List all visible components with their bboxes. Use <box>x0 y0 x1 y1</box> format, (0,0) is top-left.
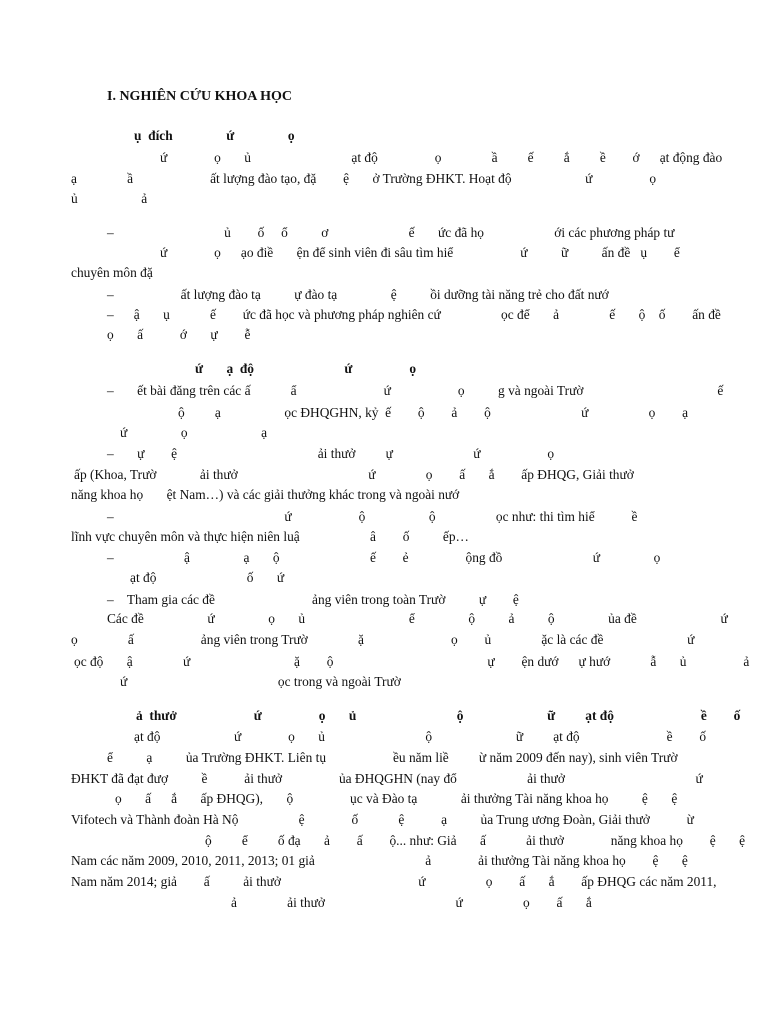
bullet-line: – ủ ố ổ ơ ế ức đã họ ới các phương pháp tư <box>107 225 675 240</box>
text-line: ọ ấ ắ ấp ĐHQG), ộ ục và Đào tạ ải thưởng Tài năng khoa họ ệ ệ <box>115 791 678 806</box>
text-line: Các đề ứ ọ ủ ể ộ ả ộ ủa đề ứ <box>107 611 728 626</box>
bullet-line: – ứ ộ ộ ọc như: thi tìm hiể ề <box>107 509 638 524</box>
subheading-activities: ứ ạ độ ứ ọ <box>195 361 417 376</box>
text-line: Nam năm 2014; giả ấ ải thưở ứ ọ ấ ắ ấp ĐHQG các năm 2011, <box>71 874 717 889</box>
text-line: ộ ể ố đạ ả ấ ộ... như: Giả ấ ải thưở năng khoa họ ệ ệ <box>205 833 746 848</box>
text-line: ộ ạ ọc ĐHQGHN, kỷ ế ộ ả ộ ứ ọ ạ <box>178 405 689 420</box>
bullet-line: – ậ ụ ế ức đã học và phương pháp nghiên cứ ọc để ả ế ộ ố ấn đề <box>107 307 721 322</box>
text-line: ạt độ ứ ọ ủ ộ ữ ạt độ ề ố <box>134 729 707 744</box>
text-line: lĩnh vực chuyên môn và thực hiện niên luậ â ố ếp… <box>71 529 469 544</box>
subheading-awards: ả thưở ứ ọ ủ ộ ữ ạt độ ề ố <box>136 708 741 723</box>
text-line: ả ải thưở ứ ọ ấ ắ <box>231 895 592 910</box>
subheading-purpose: ụ đích ứ ọ <box>134 128 295 143</box>
bullet-line: – ết bài đăng trên các ấ ẩ ứ ọ g và ngoài Trườ ế <box>107 383 724 398</box>
text-line: ứ ọ ạo điề ện để sinh viên đi sâu tìm hiể ứ ữ ấn đề ụ ể <box>160 245 680 260</box>
text-line: năng khoa họ ệt Nam…) và các giải thưởng khác trong và ngoài nướ <box>71 487 460 502</box>
text-line: ứ ọ ạ <box>120 425 268 440</box>
text-line: ĐHKT đã đạt đượ ề ải thưở ủa ĐHQGHN (nay đổ ải thưở ứ <box>71 771 703 786</box>
text-line: Nam các năm 2009, 2010, 2011, 2013; 01 giả ả ải thưởng Tài năng khoa họ ệ ệ <box>71 853 688 868</box>
text-line: ạt độ ố ứ <box>130 570 285 585</box>
bullet-line: – Tham gia các đề ảng viên trong toàn Trườ ự ệ <box>107 592 519 607</box>
text-line: ủ ả <box>71 191 148 206</box>
text-line: ấp (Khoa, Trườ ải thưở ứ ọ ấ ắ ấp ĐHQG, Giải thưở <box>74 467 634 482</box>
text-line: ứ ọc trong và ngoài Trườ <box>120 674 401 689</box>
text-line: ọ ấ ớ ự ễ <box>107 327 251 342</box>
bullet-line: – ất lượng đào tạ ự đào tạ ệ ồi dưỡng tài năng trẻ cho đất nướ <box>107 287 609 302</box>
text-line: chuyên môn đặ <box>71 265 153 280</box>
text-line: ứ ọ ủ ạt độ ọ ầ ế ắ ề ớ ạt động đào <box>160 150 723 165</box>
bullet-line: – ự ệ ải thưở ự ứ ọ <box>107 446 555 461</box>
text-line: Vifotech và Thành đoàn Hà Nộ ệ ố ệ ạ ủa Trung ương Đoàn, Giải thưở ừ <box>71 812 694 827</box>
section-heading: I. NGHIÊN CỨU KHOA HỌC <box>107 89 292 104</box>
text-line: ể ạ ủa Trường ĐHKT. Liên tụ ều năm liề ừ năm 2009 đến nay), sinh viên Trườ <box>107 750 678 765</box>
text-line: ạ ầ ất lượng đào tạo, đặ ệ ở Trường ĐHKT. Hoạt độ ứ ọ <box>71 171 657 186</box>
bullet-line: – ậ ạ ộ ế ẻ ộng đồ ứ ọ <box>107 550 661 565</box>
text-line: ọc độ ậ ứ ặ ộ ự ện dướ ự hướ ẫ ủ ả <box>74 654 750 669</box>
text-line: ọ ấ ảng viên trong Trườ ặ ọ ủ ặc là các đề ứ <box>71 632 695 647</box>
